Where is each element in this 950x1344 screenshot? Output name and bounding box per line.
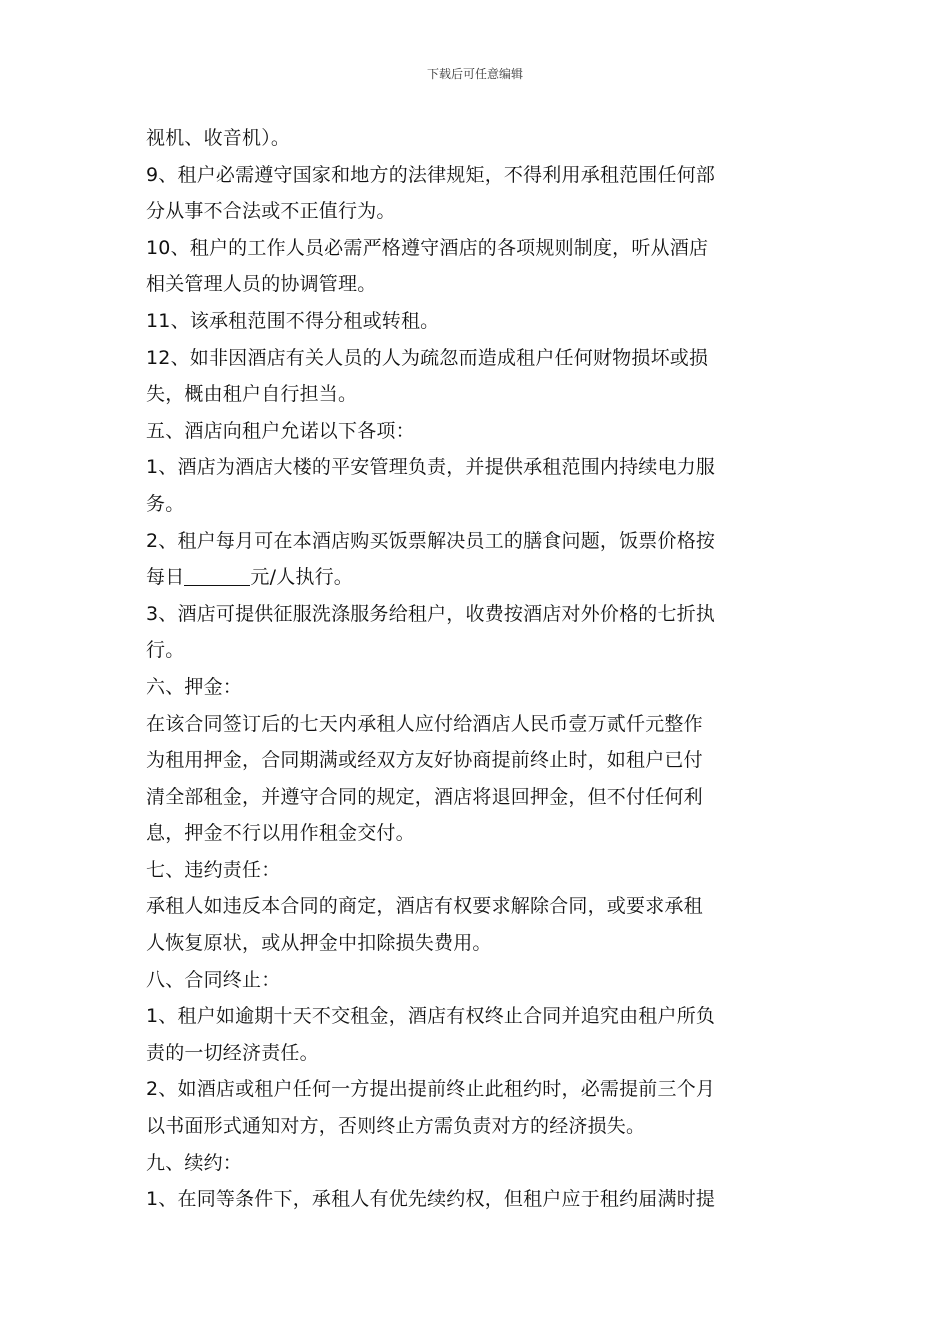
section-heading: 八、合同终止：: [146, 968, 281, 991]
text-line: 为租用押金，合同期满或经双方友好协商提前终止时，如租户已付: [146, 749, 703, 772]
text-line: 10、租户的工作人员必需严格遵守酒店的各项规则制度，听从酒店: [146, 236, 709, 259]
text-line: 人恢复原状，或从押金中扣除损失费用。: [146, 932, 492, 955]
section-heading: 九、续约：: [146, 1151, 243, 1174]
text-line: 承租人如违反本合同的商定，酒店有权要求解除合同，或要求承租: [146, 895, 703, 918]
text-line: 12、如非因酒店有关人员的人为疏忽而造成租户任何财物损坏或损: [146, 346, 709, 369]
text-line: 在该合同签订后的七天内承租人应付给酒店人民币壹万贰仟元整作: [146, 712, 703, 735]
text-line: 相关管理人员的协调管理。: [146, 273, 377, 296]
text-line: 息，押金不行以用作租金交付。: [146, 822, 415, 845]
text-line: 1、租户如逾期十天不交租金，酒店有权终止合同并追究由租户所负: [146, 1005, 716, 1028]
text-line: 以书面形式通知对方，否则终止方需负责对方的经济损失。: [146, 1115, 646, 1138]
text-segment: 每日: [146, 566, 185, 589]
text-line: 1、酒店为酒店大楼的平安管理负责，并提供承租范围内持续电力服: [146, 456, 716, 479]
text-line: 行。: [146, 639, 185, 662]
page-header: 下载后可任意编辑: [426, 67, 523, 81]
text-line: 分从事不合法或不正值行为。: [146, 200, 396, 223]
text-line: 失，概由租户自行担当。: [146, 383, 358, 406]
text-line: 3、酒店可提供征服洗涤服务给租户，收费按酒店对外价格的七折执: [146, 602, 716, 625]
text-line: 11、该承租范围不得分租或转租。: [146, 309, 440, 332]
section-heading: 七、违约责任：: [146, 858, 281, 881]
text-line: 1、在同等条件下，承租人有优先续约权，但租户应于租约届满时提: [146, 1188, 716, 1211]
section-heading: 六、押金：: [146, 675, 243, 698]
section-heading: 五、酒店向租户允诺以下各项：: [146, 419, 415, 442]
text-line: 清全部租金，并遵守合同的规定，酒店将退回押金，但不付任何利: [146, 785, 703, 808]
document-body: [146, 120, 816, 1218]
text-line: 责的一切经济责任。: [146, 1041, 319, 1064]
text-line: 2、如酒店或租户任何一方提出提前终止此租约时，必需提前三个月: [146, 1078, 716, 1101]
fill-in-blank: [184, 565, 250, 586]
text-line: 务。: [146, 492, 185, 515]
text-line: 2、租户每月可在本酒店购买饭票解决员工的膳食问题，饭票价格按: [146, 529, 716, 552]
text-line: 9、租户必需遵守国家和地方的法律规矩，不得利用承租范围任何部: [146, 163, 716, 186]
text-line-with-blank: [146, 559, 816, 596]
text-segment: 元/人执行。: [250, 566, 354, 589]
text-line: 视机、收音机）。: [146, 127, 291, 149]
